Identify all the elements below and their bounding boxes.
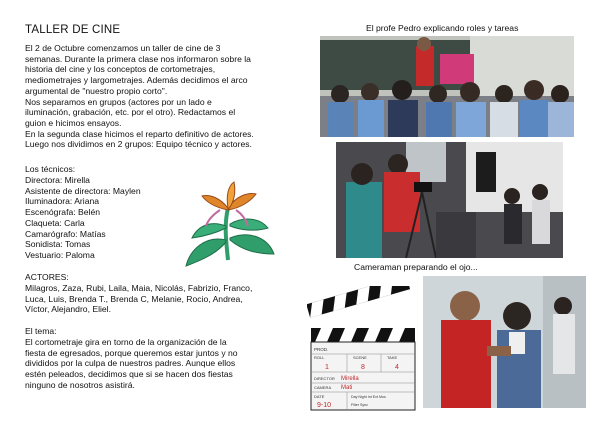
clap-roll-label: ROLL (314, 355, 325, 360)
photo2-caption: Cameraman preparando el ojo... (354, 262, 478, 272)
page-title: TALLER DE CINE (25, 24, 121, 36)
clapperboard-illustration (307, 286, 419, 412)
theme-text: El cortometraje gira en torno de la organización de la fiesta de egresados, porque queremos estar juntos y no divididos por la culpa de nuestros padres. Aunque ellos estén peleados, decidimos que si se hacen dos fiestas ninguno de nosotros asistirá. (25, 337, 238, 390)
technicians-heading: Los técnicos: (25, 164, 76, 174)
cameraman-photo (336, 142, 563, 258)
clap-prod-label: PROD. (314, 347, 329, 352)
clap-footer: Day Night Int Ext Mos (351, 395, 386, 399)
clap-director-label: DIRECTOR (314, 376, 335, 381)
clap-camera-label: CAMERA (314, 385, 332, 390)
clap-roll-value: 1 (325, 364, 329, 371)
clap-take-label: TAKE (387, 355, 398, 360)
theme-heading: El tema: (25, 326, 57, 336)
intro-paragraph: El 2 de Octubre comenzamos un taller de cine de 3 semanas. Durante la primera clase nos informaron sobre la historia del cine y los conceptos de cortometrajes, mediometrajes y largometrajes. Además decidimos el arco argumental de "nuestro propio corto". Nos separamos en grupos (actores por un lado e iluminación, grabación, etc. por el otro). Redactamos el guion e hicimos ensayos. En la segunda clase hicimos el reparto definitivo de actores. Luego nos dividimos en 2 grupos: Equipo técnico y actores. (25, 43, 254, 150)
classroom-photo (320, 36, 574, 137)
clap-take-value: 4 (395, 364, 399, 371)
actors-heading: ACTORES: (25, 272, 69, 282)
technicians-list: Directora: Mirella Asistente de directora: Maylen Iluminadora: Ariana Escenógrafa: Belén Claqueta: Carla Camarógrafo: Matías Sonidista: Tomas Vestuario: Paloma (25, 175, 141, 260)
flower-illustration (180, 180, 276, 268)
clap-date-value: 9-10 (317, 402, 332, 409)
clap-footer2: Filter Sync (351, 403, 368, 407)
clap-scene-value: 8 (361, 364, 365, 371)
clap-camera-value: Mati (341, 385, 353, 391)
clap-director-value: Mirella (341, 376, 359, 382)
photo1-caption: El profe Pedro explicando roles y tareas (366, 23, 519, 33)
clap-date-label: DATE (314, 394, 325, 399)
clap-scene-label: SCENE (353, 355, 367, 360)
actors-list: Milagros, Zaza, Rubi, Laila, Maia, Nicolás, Fabrizio, Franco, Luca, Luis, Brenda T., Brenda C, Melanie, Rocio, Andrea, Víctor, Alejandro, Eliel. (25, 283, 253, 315)
makeup-photo (423, 276, 586, 408)
